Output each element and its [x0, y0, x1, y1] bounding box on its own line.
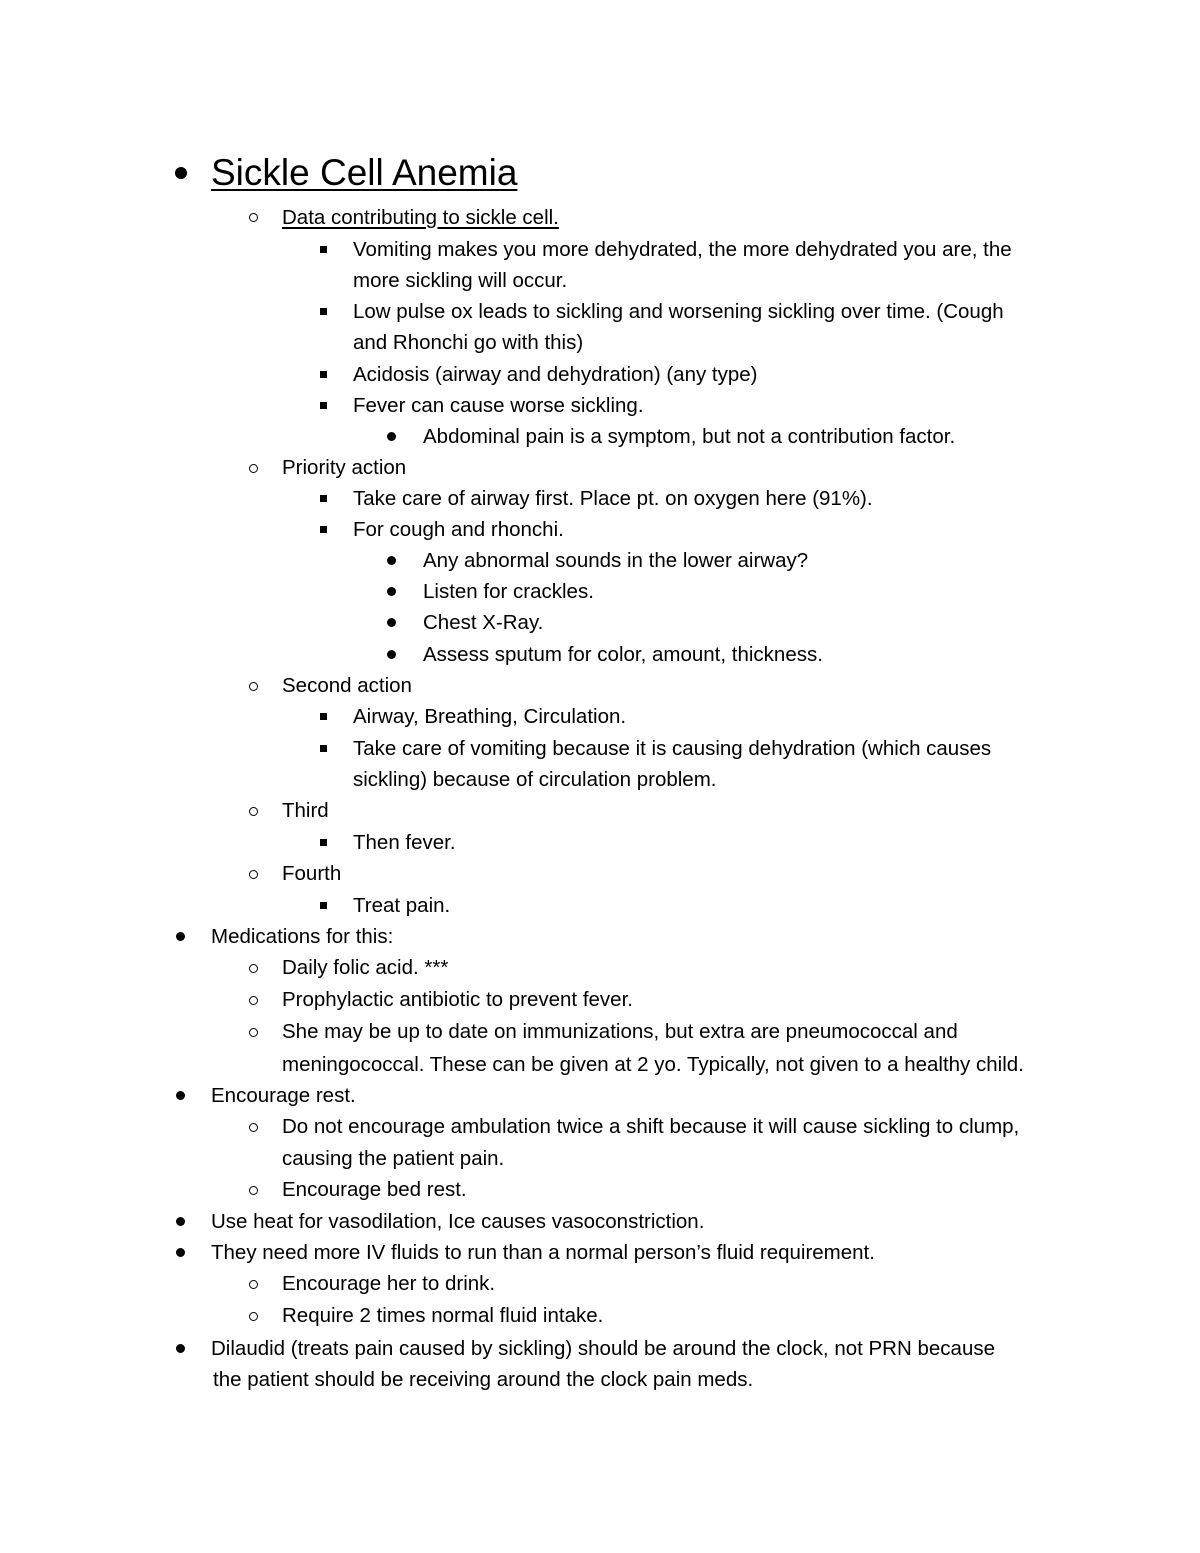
list-item: Take care of airway first. Place pt. on oxygen here (91%). — [353, 487, 873, 510]
list-item: Assess sputum for color, amount, thickness. — [423, 643, 823, 666]
disc-bullet-icon — [387, 587, 396, 596]
list-item-continuation: the patient should be receiving around the clock pain meds. — [213, 1368, 754, 1391]
square-bullet-icon — [320, 402, 327, 409]
list-item: Daily folic acid. *** — [282, 956, 449, 979]
circle-bullet-icon — [249, 870, 258, 879]
square-bullet-icon — [320, 713, 327, 720]
circle-bullet-icon — [249, 1186, 258, 1195]
circle-bullet-icon — [249, 1312, 258, 1321]
disc-bullet-icon — [176, 1344, 185, 1353]
list-item: Prophylactic antibiotic to prevent fever. — [282, 988, 633, 1011]
list-item: Abdominal pain is a symptom, but not a contribution factor. — [423, 425, 956, 448]
circle-bullet-icon — [249, 1280, 258, 1289]
list-item: Fourth — [282, 862, 342, 885]
list-item-continuation: meningococcal. These can be given at 2 yo. Typically, not given to a healthy child. — [282, 1053, 1024, 1076]
list-item: Treat pain. — [353, 894, 451, 917]
circle-bullet-icon — [249, 1123, 258, 1132]
square-bullet-icon — [320, 246, 327, 253]
circle-bullet-icon — [249, 682, 258, 691]
disc-bullet-icon — [176, 1248, 185, 1257]
list-item: They need more IV fluids to run than a normal person’s fluid requirement. — [211, 1241, 875, 1264]
disc-bullet-icon — [176, 932, 185, 941]
square-bullet-icon — [320, 371, 327, 378]
list-item-continuation: sickling) because of circulation problem. — [353, 768, 717, 791]
list-item: Vomiting makes you more dehydrated, the more dehydrated you are, the — [353, 238, 1012, 261]
list-item: Use heat for vasodilation, Ice causes vasoconstriction. — [211, 1210, 705, 1233]
square-bullet-icon — [320, 495, 327, 502]
list-item: Chest X-Ray. — [423, 611, 544, 634]
list-item: Take care of vomiting because it is causing dehydration (which causes — [353, 737, 992, 760]
list-item-continuation: causing the patient pain. — [282, 1147, 505, 1170]
list-item: Dilaudid (treats pain caused by sickling) should be around the clock, not PRN because — [211, 1337, 995, 1360]
disc-bullet-icon — [176, 1091, 185, 1100]
list-item: Encourage rest. — [211, 1084, 356, 1107]
list-item-continuation: and Rhonchi go with this) — [353, 331, 584, 354]
disc-bullet-icon — [176, 1217, 185, 1226]
list-item: Priority action — [282, 456, 407, 479]
square-bullet-icon — [320, 902, 327, 909]
list-item: Fever can cause worse sickling. — [353, 394, 644, 417]
circle-bullet-icon — [249, 464, 258, 473]
list-item: Any abnormal sounds in the lower airway? — [423, 549, 809, 572]
list-item: Second action — [282, 674, 412, 697]
list-item: Third — [282, 799, 329, 822]
title-bullet-icon — [175, 167, 187, 179]
list-item: Acidosis (airway and dehydration) (any type) — [353, 363, 758, 386]
list-item: Encourage bed rest. — [282, 1178, 467, 1201]
list-item: Low pulse ox leads to sickling and worsening sickling over time. (Cough — [353, 300, 1004, 323]
list-item: Encourage her to drink. — [282, 1272, 496, 1295]
list-item: She may be up to date on immunizations, but extra are pneumococcal and — [282, 1020, 958, 1043]
circle-bullet-icon — [249, 213, 258, 222]
circle-bullet-icon — [249, 996, 258, 1005]
list-item: Airway, Breathing, Circulation. — [353, 705, 627, 728]
square-bullet-icon — [320, 839, 327, 846]
disc-bullet-icon — [387, 618, 396, 627]
list-item: Require 2 times normal fluid intake. — [282, 1304, 604, 1327]
square-bullet-icon — [320, 526, 327, 533]
circle-bullet-icon — [249, 807, 258, 816]
list-item: Listen for crackles. — [423, 580, 594, 603]
disc-bullet-icon — [387, 556, 396, 565]
square-bullet-icon — [320, 308, 327, 315]
page-title: Sickle Cell Anemia — [211, 152, 518, 193]
list-item-continuation: more sickling will occur. — [353, 269, 568, 292]
disc-bullet-icon — [387, 432, 396, 441]
disc-bullet-icon — [387, 650, 396, 659]
circle-bullet-icon — [249, 964, 258, 973]
list-item: Then fever. — [353, 831, 456, 854]
list-item: For cough and rhonchi. — [353, 518, 564, 541]
square-bullet-icon — [320, 745, 327, 752]
circle-bullet-icon — [249, 1028, 258, 1037]
list-item: Medications for this: — [211, 925, 394, 948]
list-item: Data contributing to sickle cell. — [282, 206, 559, 229]
list-item: Do not encourage ambulation twice a shift because it will cause sickling to clump, — [282, 1115, 1020, 1138]
